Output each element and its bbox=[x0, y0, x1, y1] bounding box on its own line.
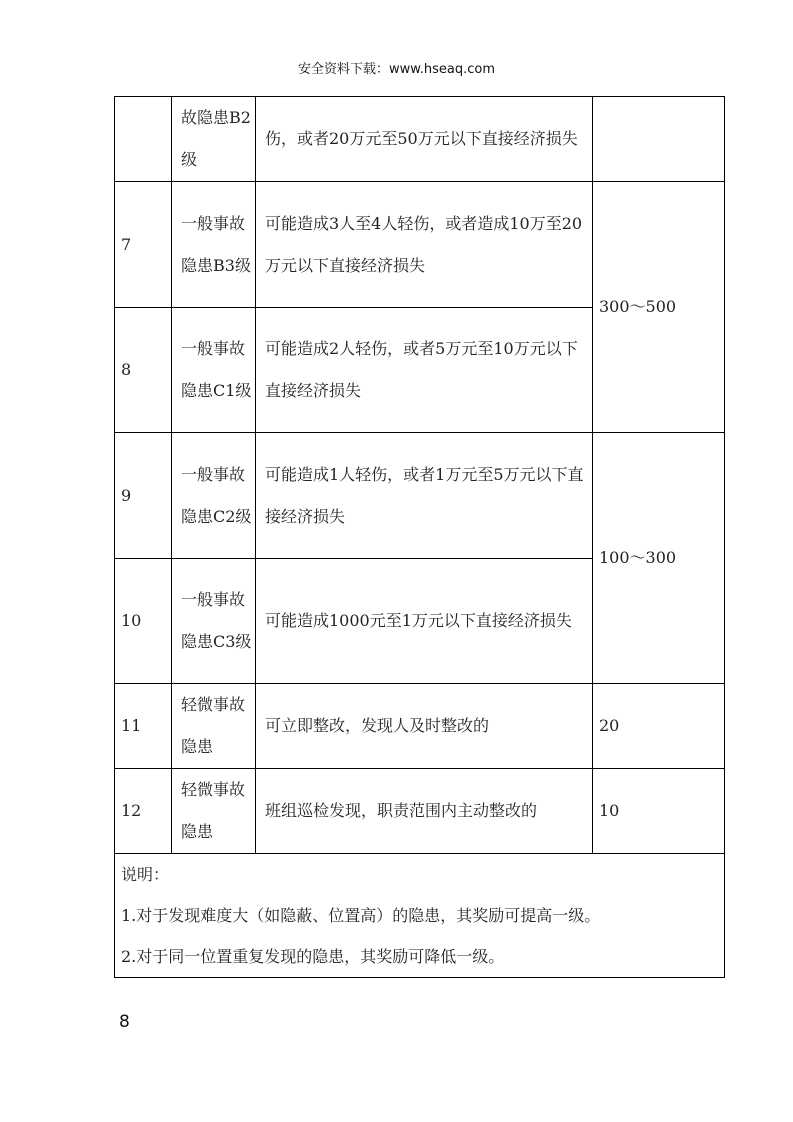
hazard-description: 可立即整改，发现人及时整改的 bbox=[256, 684, 593, 769]
hazard-category: 一般事故隐患C1级 bbox=[172, 308, 256, 433]
row-number bbox=[115, 97, 172, 182]
row-number: 12 bbox=[115, 769, 172, 854]
reward-amount: 300～500 bbox=[593, 182, 725, 433]
hazard-category: 轻微事故隐患 bbox=[172, 684, 256, 769]
reward-amount: 20 bbox=[593, 684, 725, 769]
row-number: 8 bbox=[115, 308, 172, 433]
hazard-description: 可能造成3人至4人轻伤，或者造成10万至20万元以下直接经济损失 bbox=[256, 182, 593, 308]
hazard-category: 一般事故隐患C3级 bbox=[172, 559, 256, 684]
hazard-description: 伤，或者20万元至50万元以下直接经济损失 bbox=[256, 97, 593, 182]
row-number: 9 bbox=[115, 433, 172, 559]
reward-amount bbox=[593, 97, 725, 182]
notes-row bbox=[115, 854, 725, 978]
table-row bbox=[115, 97, 725, 182]
table-row bbox=[115, 684, 725, 769]
hazard-reward-table bbox=[114, 96, 725, 978]
hazard-description: 可能造成1000元至1万元以下直接经济损失 bbox=[256, 559, 593, 684]
row-number: 10 bbox=[115, 559, 172, 684]
page-header: 安全资料下载：www.hseaq.com bbox=[298, 62, 495, 77]
row-number: 11 bbox=[115, 684, 172, 769]
note-item: 1.对于发现难度大（如隐蔽、位置高）的隐患，其奖励可提高一级。 bbox=[121, 906, 601, 925]
hazard-description: 可能造成2人轻伤，或者5万元至10万元以下直接经济损失 bbox=[256, 308, 593, 433]
hazard-category: 轻微事故隐患 bbox=[172, 769, 256, 854]
hazard-category: 一般事故隐患C2级 bbox=[172, 433, 256, 559]
page-number: 8 bbox=[119, 1012, 130, 1032]
note-item: 2.对于同一位置重复发现的隐患，其奖励可降低一级。 bbox=[121, 947, 505, 966]
table-row bbox=[115, 182, 725, 308]
reward-amount: 100～300 bbox=[593, 433, 725, 684]
table-row bbox=[115, 433, 725, 559]
notes-cell bbox=[115, 854, 725, 978]
hazard-category: 故隐患B2级 bbox=[172, 97, 256, 182]
reward-amount: 10 bbox=[593, 769, 725, 854]
notes-heading: 说明： bbox=[121, 865, 170, 884]
hazard-category: 一般事故隐患B3级 bbox=[172, 182, 256, 308]
hazard-description: 可能造成1人轻伤，或者1万元至5万元以下直接经济损失 bbox=[256, 433, 593, 559]
table-row bbox=[115, 769, 725, 854]
row-number: 7 bbox=[115, 182, 172, 308]
hazard-description: 班组巡检发现，职责范围内主动整改的 bbox=[256, 769, 593, 854]
